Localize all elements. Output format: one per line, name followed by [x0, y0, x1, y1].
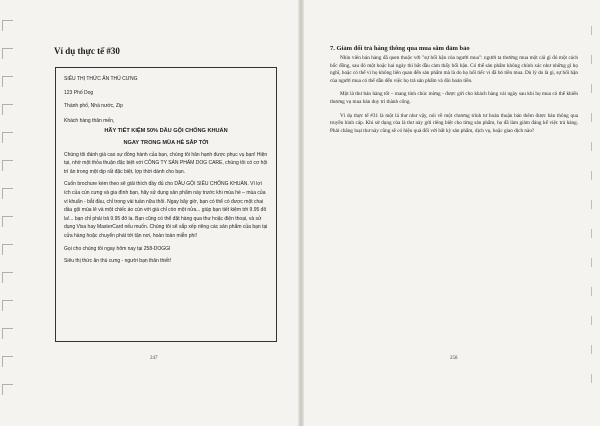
- address-line-store: SIÊU THỊ THỨC ĂN THÚ CƯNG: [64, 76, 138, 82]
- example-title: Ví dụ thực tế #30: [54, 46, 120, 56]
- address-line-city: Thành phố, Nhà nước, Zip: [64, 103, 123, 110]
- sample-letter-box: [55, 67, 277, 342]
- page-number-left: 247: [150, 356, 158, 361]
- letter-call-to-action: Gọi cho chúng tôi ngay hôm nay tại 258-DOGGI: [64, 245, 171, 252]
- letter-signoff: Siêu thị thức ăn thú cưng - người bạn thân thiết!: [64, 258, 171, 265]
- body-paragraph-3: Ví dụ thực tế #31 là một lá thư như vậy, nói về một chương trình tư hoàn thuận bán thêm được bán thông qua truyền hình cáp. Khi sử dụng của lá thư này gửi riêng biệt cho từng sản phẩm, họ đã làm giảm đáng kể việc trả hàng. Phải chăng loại thư này cũng sẽ có hiệu quả đối với bất kỳ sản phẩm, dịch vụ, hoặc giao dịch nào?: [330, 112, 578, 134]
- section-body: [330, 55, 578, 141]
- section-title: 7. Giảm đối trả hàng thông qua mua sắm đảm bảo: [330, 45, 470, 52]
- letter-headline-2: NGAY TRONG MÙA HÈ SẮP TỚI: [123, 139, 209, 146]
- book-gutter: [298, 0, 304, 426]
- page-number-right: 258: [450, 356, 458, 361]
- letter-paragraph-intro: Chúng tôi đánh giá cao sự đồng hành của bạn, chúng tôi hân hạnh được phục vụ bạn! Hiện tại, nhờ một thỏa thuận đặc biệt với CÔNG TY SẢN PHẨM DOG CARE, chúng tôi có cơ hội trì ân trong một dịp rất đặc biệt, lợp thời dành cho bạn.: [64, 151, 268, 175]
- address-line-street: 123 Phố Dog: [64, 89, 94, 96]
- body-paragraph-2: Một lá thư bán hàng tốt – mang tính chúc mừng - được gửi cho khách hàng vài ngày sau khi họ mua có thể khiến thương vụ mua bán duy trì thành công.: [330, 91, 578, 105]
- body-paragraph-1: Nhìn viên bán hàng đã quen thuộc với "sự hối hận của người mua": người ta thường mua một cái gì đó một cách bốc đồng, sau đó một hoặc hai ngày thì bắt đầu cảm thấy hối hận. Có thể sản phẩm không chính xác như những gì họ nghĩ, hoặc có thể vì họ không liên quan đến sản phẩm mà là do họ hối tiếc vì đã bỏ tiền mua. Dù lý do là gì, sự hối hận của người mua có thể dẫn đến việc họ trả sản phẩm và đòi hoàn tiền.: [330, 55, 578, 84]
- letter-headline-1: HÃY TIẾT KIỆM 50% DẦU GỘI CHỐNG KHUẨN: [104, 128, 228, 135]
- letter-paragraph-offer: Cuốn brochure kèm theo sẽ giải thích đầy đủ cho DẦU GỘI SIÊU CHỐNG KHUẨN. Vì lợi ích của cún cưng và gia đình bạn, hãy sử dụng sản phẩm này trước khi mùa hè – mùa của vi khuẩn - bắt đầu, chỉ trong vài tuần nữa thôi. Ngay bây giờ, bạn có thể có được một chai dầu gội mùa lẻ và một chiếc áo cún với giá chỉ còn một nửa... giúp bạn tiết kiệm tới 9.95 đô la!... bạn chỉ phải trả 9.95 đô la. Bạn cũng có thể đặt hàng qua thư hoặc điện thoại, và sử dụng Visa hay MasterCard nếu muốn. Chúng tôi sẽ sắp xếp riêng các sản phẩm của bạn tại cửa hàng hoặc chuyển phát tới tận nơi, hoàn toàn miễn phí!: [64, 181, 268, 239]
- right-page: [310, 0, 580, 426]
- right-edge-marks: [586, 26, 592, 416]
- left-edge-marks: [2, 20, 14, 420]
- letter-greeting: Khách hàng thân mến,: [64, 117, 115, 124]
- left-page: [22, 0, 294, 426]
